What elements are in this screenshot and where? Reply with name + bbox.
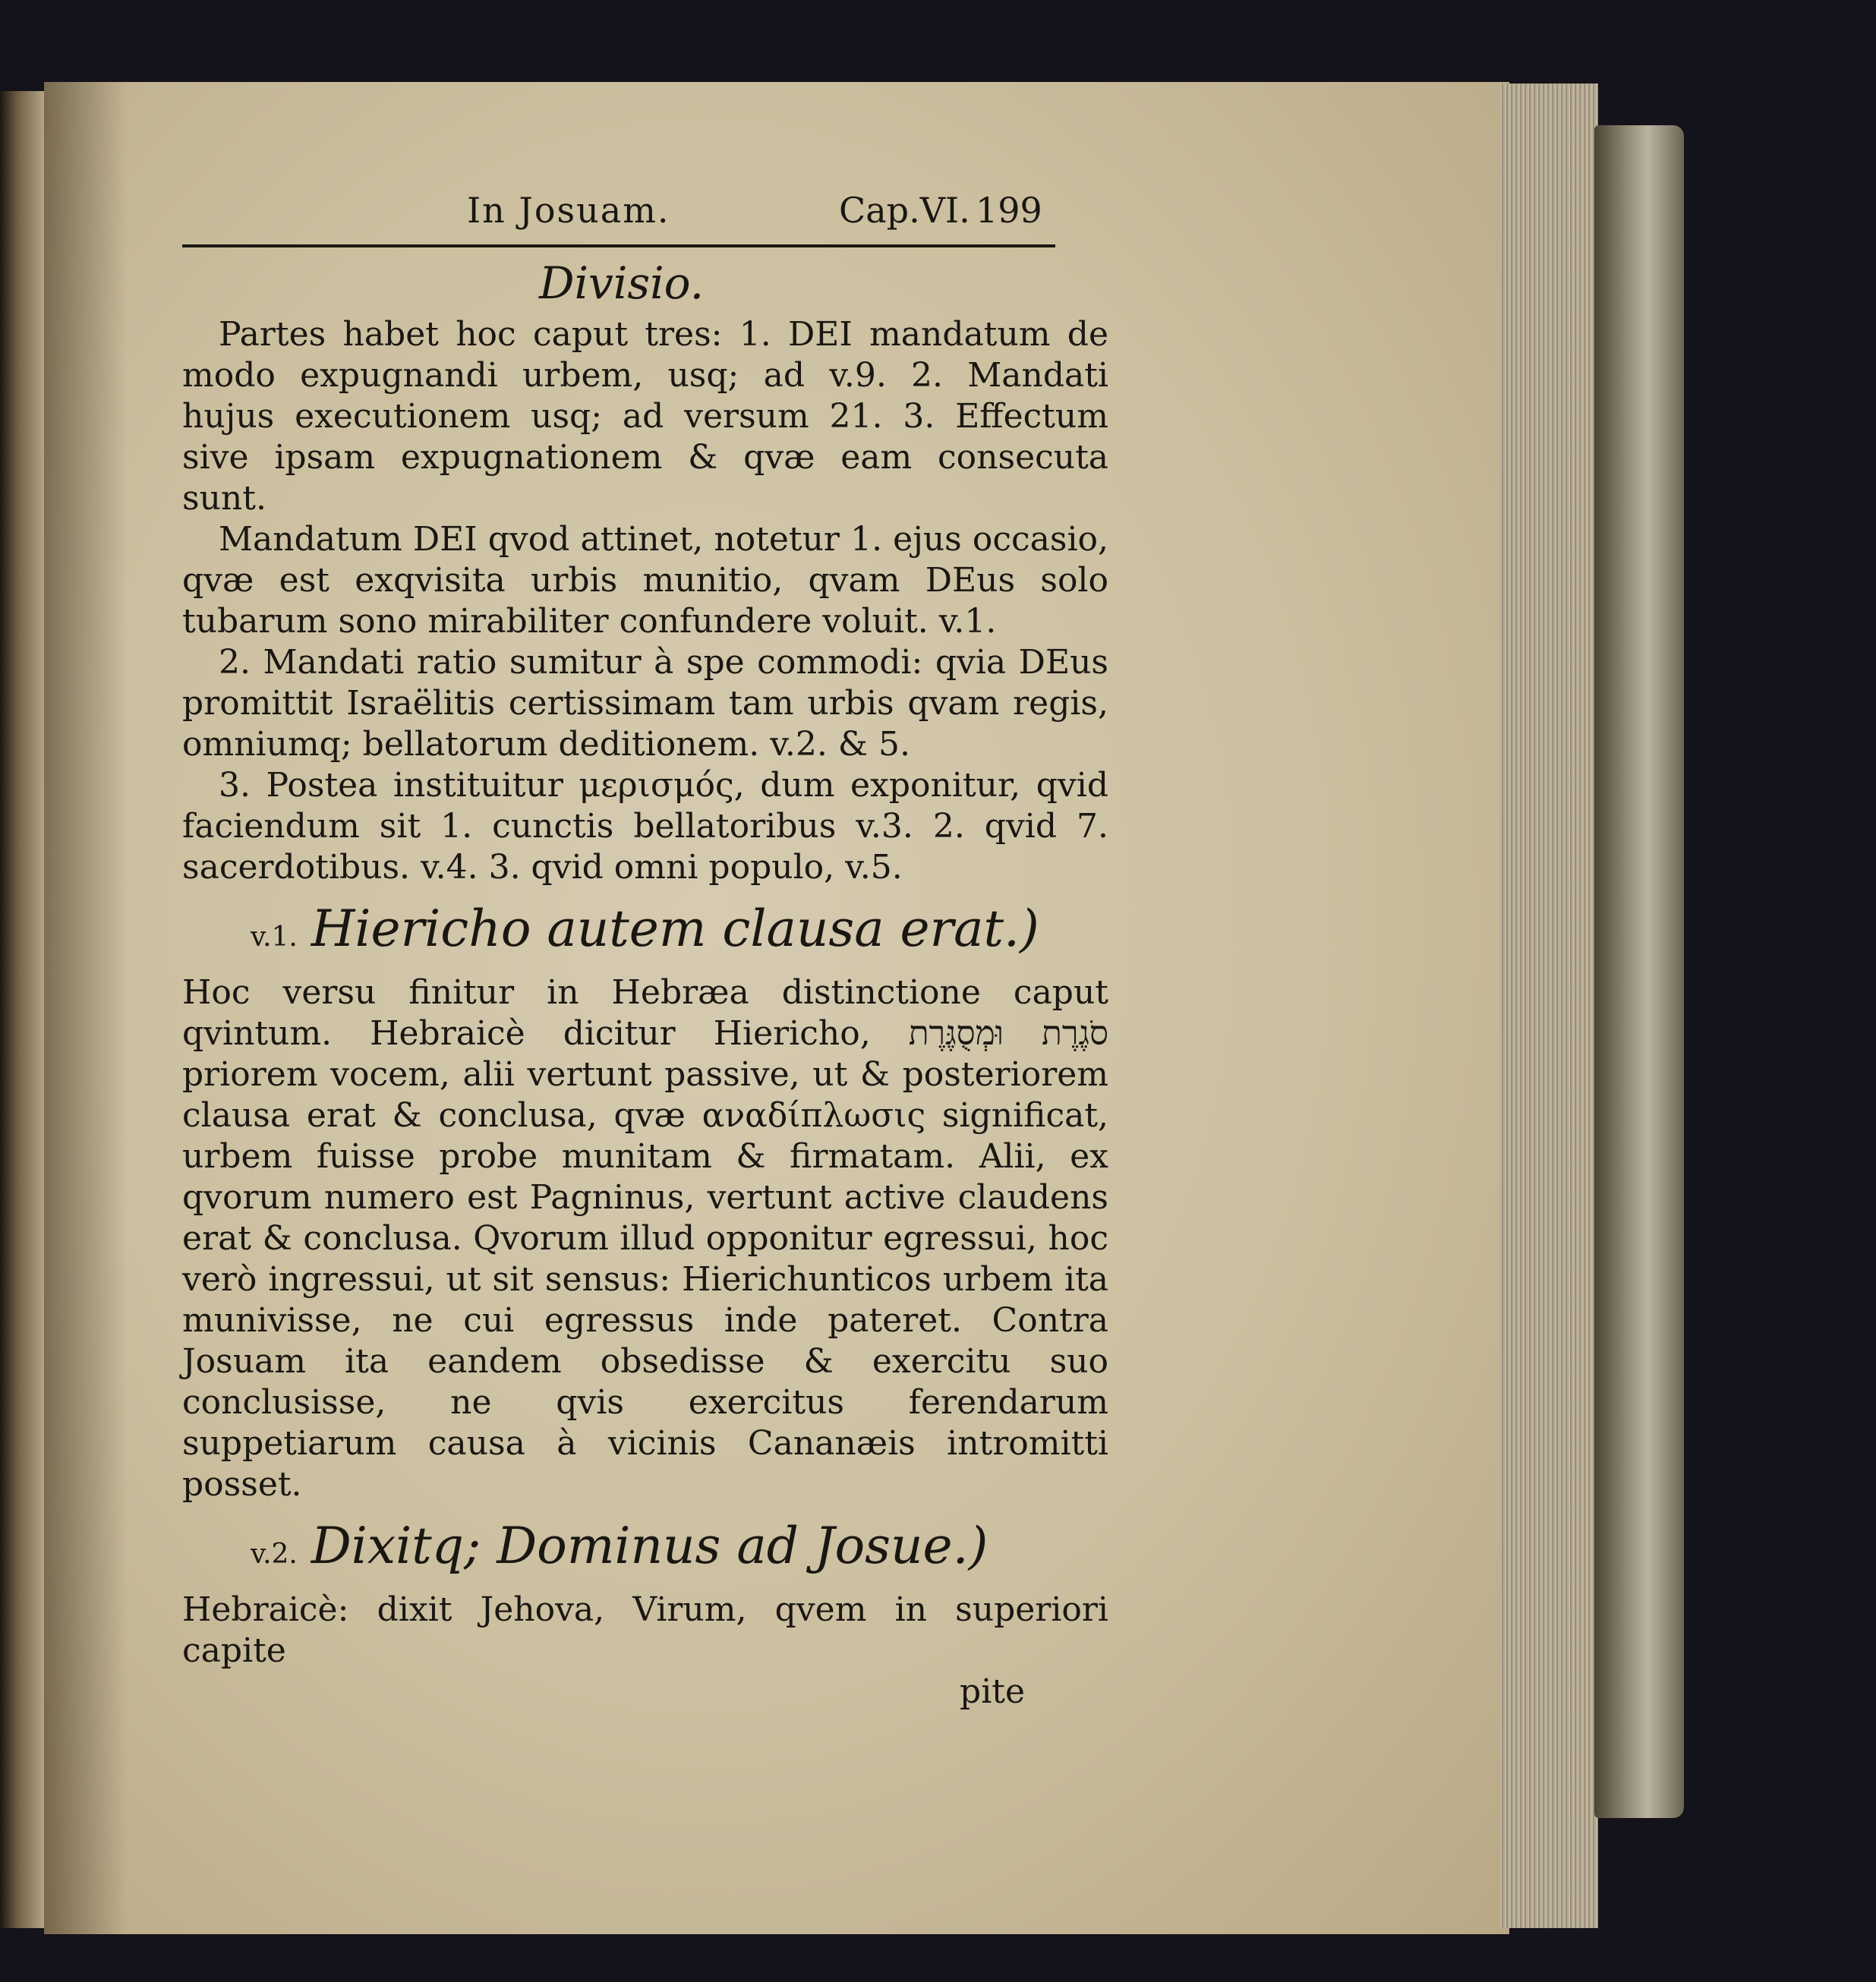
gutter-shadow [44,82,128,1934]
lemma-verse-1 [182,899,1108,968]
commentary-verse-2: Hebraicè: dixit Jehova, Virum, qvem in superiori capite [182,1590,1108,1670]
paragraph-mandatum: Mandatum DEI qvod attinet, notetur 1. ejus occasio, qvæ est exqvisita urbis munitio, qvam DEus solo tubarum sono mirabiliter confundere voluit. v.1. [182,520,1108,641]
running-head [182,190,1108,238]
book-cover-edge [1594,125,1684,1818]
page-number: 199 [976,190,1042,231]
running-title: In Josuam. [467,190,670,231]
verse-number: v.2. [251,1539,298,1570]
paragraph-partes: Partes habet hoc caput tres: 1. DEI mandatum de modo expugnandi urbem, usq; ad v.9. 2. Mandati hujus executionem usq; ad versum 21. 3. Effectum sive ipsam expugnationem & qvæ eam consecuta sunt. [182,315,1108,518]
verse-number: v.1. [251,922,298,953]
paragraph-ratio: 2. Mandati ratio sumitur à spe commodi: qvia DEus promittit Israëlitis certissimam tam urbis qvam regis, omniumq; bellatorum deditionem. v.2. & 5. [182,643,1108,764]
chapter-label: Cap.VI. [839,190,970,231]
commentary-verse-1: Hoc versu finitur in Hebræa distinctione caput qvintum. Hebraicè dicitur Hiericho, סֹגֶרֶת וּמְסֻגֶּרֶת priorem vocem, alii vertunt passive, ut & posteriorem clausa erat & conclusa, qvæ αναδίπλωσις significat, urbem fuisse probe munitam & firmatam. Alii, ex qvorum numero est Pagninus, vertunt active claudens erat & conclusa. Qvorum illud opponitur egressui, hoc verò ingressui, ut sit sensus: Hierichunticos urbem ita munivisse, ne cui egressus inde pateret. Contra Josuam ita eandem obsedisse & exercitu suo conclusisse, ne qvis exercitus ferendarum suppetiarum causa à vicinis Cananæis intromitti posset. [182,973,1108,1504]
lemma-text: Dixitq; Dominus ad Josue.) [311,1517,988,1575]
lemma-text: Hiericho autem clausa erat.) [311,900,1039,958]
facing-page-edge [0,91,44,1928]
page-text [182,190,1108,1713]
paragraph-postea: 3. Postea instituitur μερισμός, dum exponitur, qvid faciendum sit 1. cunctis bellatoribus v.3. 2. qvid 7. sacerdotibus. v.4. 3. qvid omni populo, v.5. [182,766,1108,887]
lemma-verse-2 [182,1516,1108,1585]
section-title: Divisio. [539,257,705,309]
catchword: pite [960,1672,1025,1711]
page-edges [1499,84,1598,1928]
header-rule [182,244,1055,247]
